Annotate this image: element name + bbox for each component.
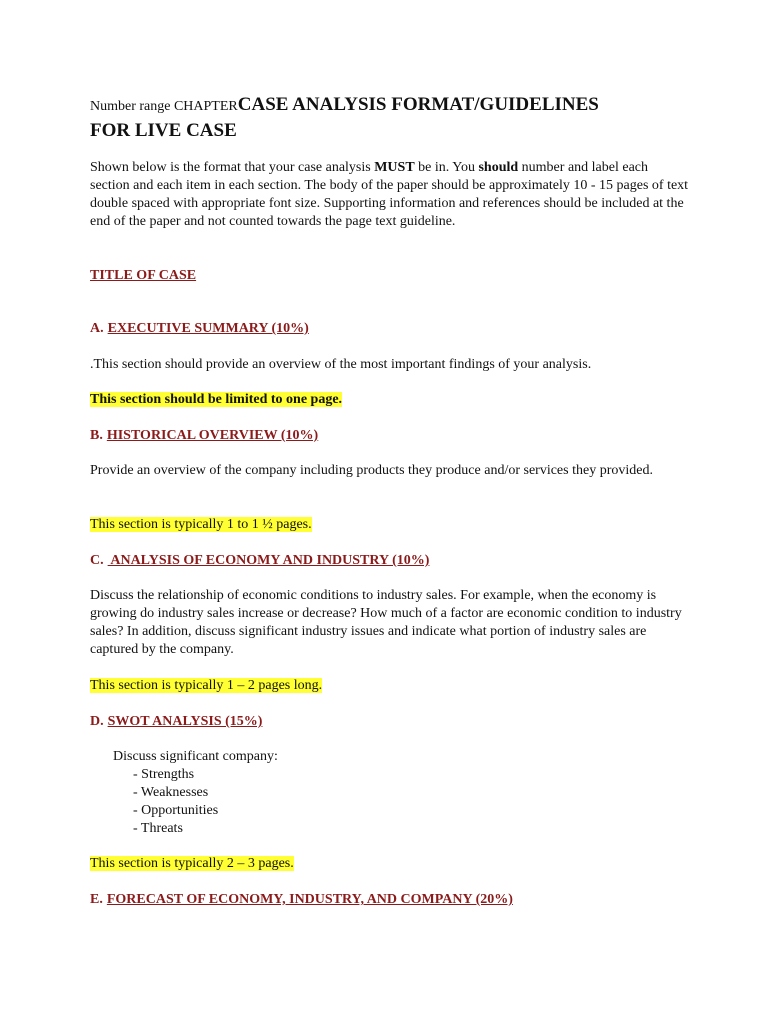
list-item: - Threats <box>133 821 183 836</box>
title-main: CASE ANALYSIS FORMAT/GUIDELINES <box>237 94 599 115</box>
section-d-intro: Discuss significant company: <box>113 749 278 764</box>
section-a-title: EXECUTIVE SUMMARY (10%) <box>107 321 309 336</box>
section-e-letter: E. <box>90 892 103 907</box>
section-a-note-row <box>90 391 690 409</box>
intro-must: MUST <box>374 160 415 175</box>
section-b-letter: B. <box>90 428 103 443</box>
title-of-case-heading <box>90 267 690 285</box>
section-d-heading <box>90 713 690 731</box>
intro-should: should <box>478 160 519 175</box>
list-item: - Strengths <box>133 767 195 782</box>
section-c-title: ANALYSIS OF ECONOMY AND INDUSTRY (10%) <box>107 553 430 568</box>
section-b-body: Provide an overview of the company including products they produce and/or services they provided. <box>90 463 653 478</box>
section-a-letter: A. <box>90 321 104 336</box>
section-a-body: .This section should provide an overview of the most important findings of your analysis. <box>90 357 592 372</box>
section-c-note: This section is typically 1 – 2 pages long. <box>90 678 323 693</box>
section-b-note-row <box>90 516 690 534</box>
section-e-title: FORECAST OF ECONOMY, INDUSTRY, AND COMPANY (20%) <box>106 892 513 907</box>
intro-paragraph <box>90 159 690 231</box>
title-prefix: Number range CHAPTER <box>90 99 238 114</box>
section-d-letter: D. <box>90 714 104 729</box>
section-c-letter: C. <box>90 553 104 568</box>
section-c-heading <box>90 552 690 570</box>
section-a-heading <box>90 320 690 338</box>
section-e-heading <box>90 891 690 909</box>
document-title <box>90 93 599 119</box>
section-c-body: Discuss the relationship of economic conditions to industry sales. For example, when the economy is growing do industry sales increase or decrease? How much of a factor are economic condition to industry sales? In addition, discuss significant industry issues and indicate what portion of industry sales are captured by the company. <box>90 588 682 657</box>
section-d-note: This section is typically 2 – 3 pages. <box>90 856 294 871</box>
section-a-note: This section should be limited to one page. <box>90 392 343 407</box>
list-item: - Opportunities <box>133 803 219 818</box>
section-b-note: This section is typically 1 to 1 ½ pages. <box>90 517 312 532</box>
intro-text-2: be in. You <box>414 160 479 175</box>
section-b-title: HISTORICAL OVERVIEW (10%) <box>106 428 319 443</box>
section-b-heading <box>90 427 690 445</box>
intro-text-1: Shown below is the format that your case analysis <box>90 160 375 175</box>
title-line-2: FOR LIVE CASE <box>90 120 237 141</box>
list-item: - Weaknesses <box>133 785 209 800</box>
section-d-title: SWOT ANALYSIS (15%) <box>107 714 263 729</box>
section-c-note-row <box>90 677 690 695</box>
intro-text-3: number and label each section and each item in each section. The body of the paper should be approximately 10 - 15 pages of text double spaced with appropriate font size. Supporting information and references should be included at the end of the paper and not counted towards the page text guideline. <box>90 160 689 229</box>
title-of-case: TITLE OF CASE <box>90 268 197 283</box>
section-d-note-row <box>90 855 690 873</box>
